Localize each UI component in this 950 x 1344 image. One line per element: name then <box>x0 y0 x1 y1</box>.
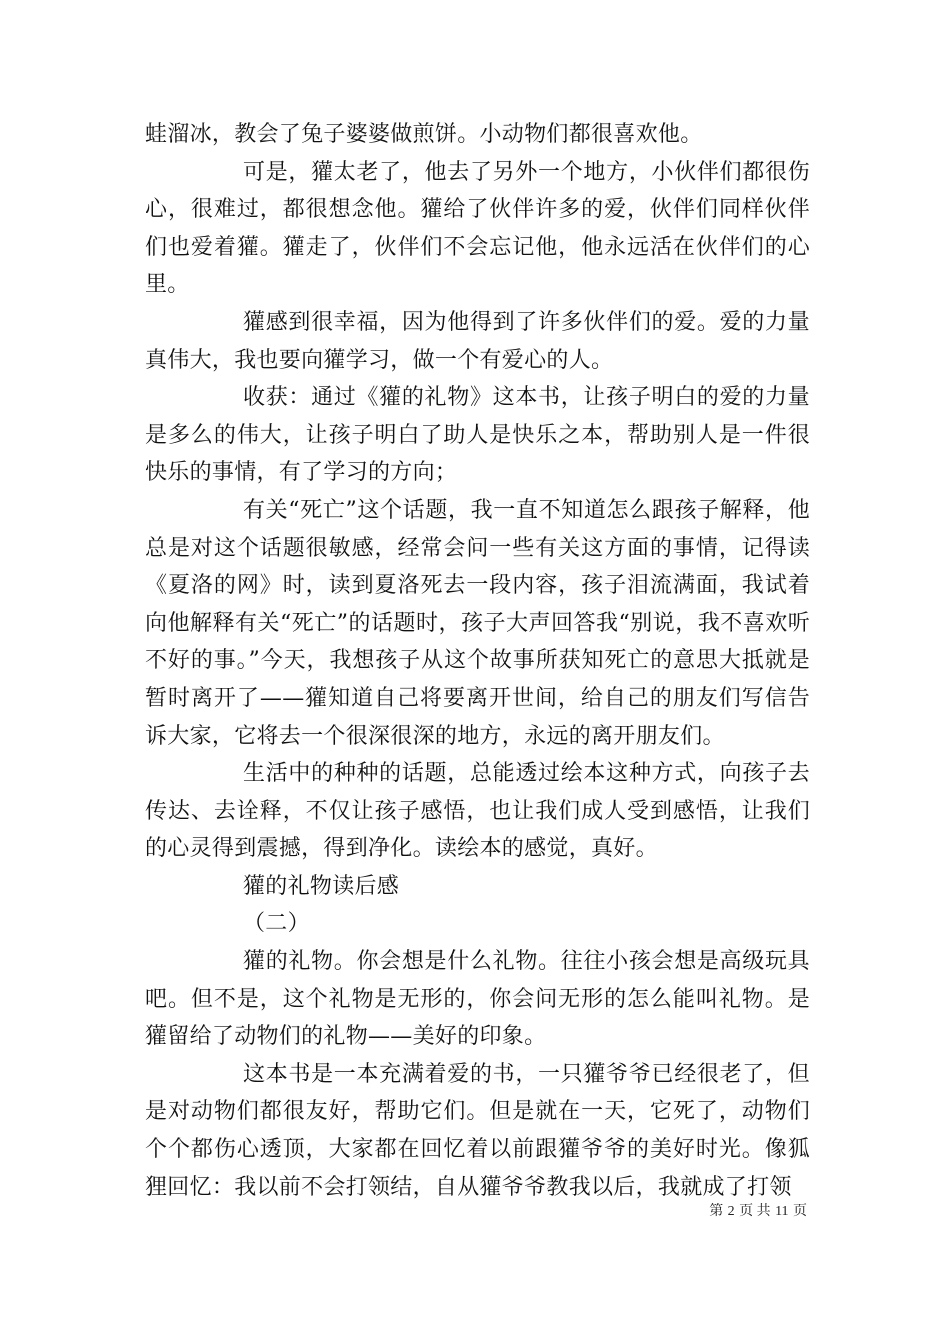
footer-prefix: 第 <box>709 1204 724 1219</box>
paragraph-badger-passed-away: 可是，獾太老了，他去了另外一个地方，小伙伴们都很伤心，很难过，都很想念他。獾给了伙伴许多的爱，伙伴们同样伙伴们也爱着獾。獾走了，伙伴们不会忘记他，他永远活在伙伴们的心里。 <box>145 159 810 298</box>
page-number-footer <box>0 1200 807 1220</box>
paragraph-takeaway: 收获：通过《獾的礼物》这本书，让孩子明白的爱的力量是多么的伟大，让孩子明白了助人是快乐之本，帮助别人是一件很快乐的事情，有了学习的方向； <box>145 385 810 486</box>
footer-total-pages: 11 <box>775 1204 789 1219</box>
section-number: （二） <box>243 911 310 937</box>
paragraph-what-gift: 獾的礼物。你会想是什么礼物。往往小孩会想是高级玩具吧。但不是，这个礼物是无形的，你会问无形的怎么能叫礼物。是獾留给了动物们的礼物——美好的印象。 <box>145 949 810 1050</box>
paragraph-continuation: 蛙溜冰，教会了兔子婆婆做煎饼。小动物们都很喜欢他。 <box>145 122 703 147</box>
paragraph-topic-of-death: 有关“死亡”这个话题，我一直不知道怎么跟孩子解释，他总是对这个话题很敏感，经常会问一些有关这方面的事情，记得读《夏洛的网》时，读到夏洛死去一段内容，孩子泪流满面，我试着向他解释有关“死亡”的话题时，孩子大声回答我“别说，我不喜欢听不好的事。”今天，我想孩子从这个故事所获知死亡的意思大抵就是暂时离开了——獾知道自己将要离开世间，给自己的朋友们写信告诉大家，它将去一个很深很深的地方，永远的离开朋友们。 <box>145 497 810 749</box>
footer-middle: 页 共 <box>739 1204 771 1219</box>
footer-suffix: 页 <box>793 1204 807 1219</box>
footer-current-page: 2 <box>727 1204 735 1219</box>
paragraph-power-of-love: 獾感到很幸福，因为他得到了许多伙伴们的爱。爱的力量真伟大，我也要向獾学习，做一个有爱心的人。 <box>145 309 810 373</box>
paragraph-picture-books: 生活中的种种的话题，总能透过绘本这种方式，向孩子去传达、去诠释，不仅让孩子感悟，也让我们成人受到感悟，让我们的心灵得到震撼，得到净化。读绘本的感觉，真好。 <box>145 761 810 862</box>
body-text <box>145 116 810 1206</box>
paragraph-book-full-of-love: 这本书是一本充满着爱的书，一只獾爷爷已经很老了，但是对动物们都很友好，帮助它们。但是就在一天，它死了，动物们个个都伤心透顶，大家都在回忆着以前跟獾爷爷的美好时光。像狐狸回忆：我以前不会打领结，自从獾爷爷教我以后，我就成了打领 <box>145 1061 810 1200</box>
section-title: 獾的礼物读后感 <box>243 873 400 899</box>
